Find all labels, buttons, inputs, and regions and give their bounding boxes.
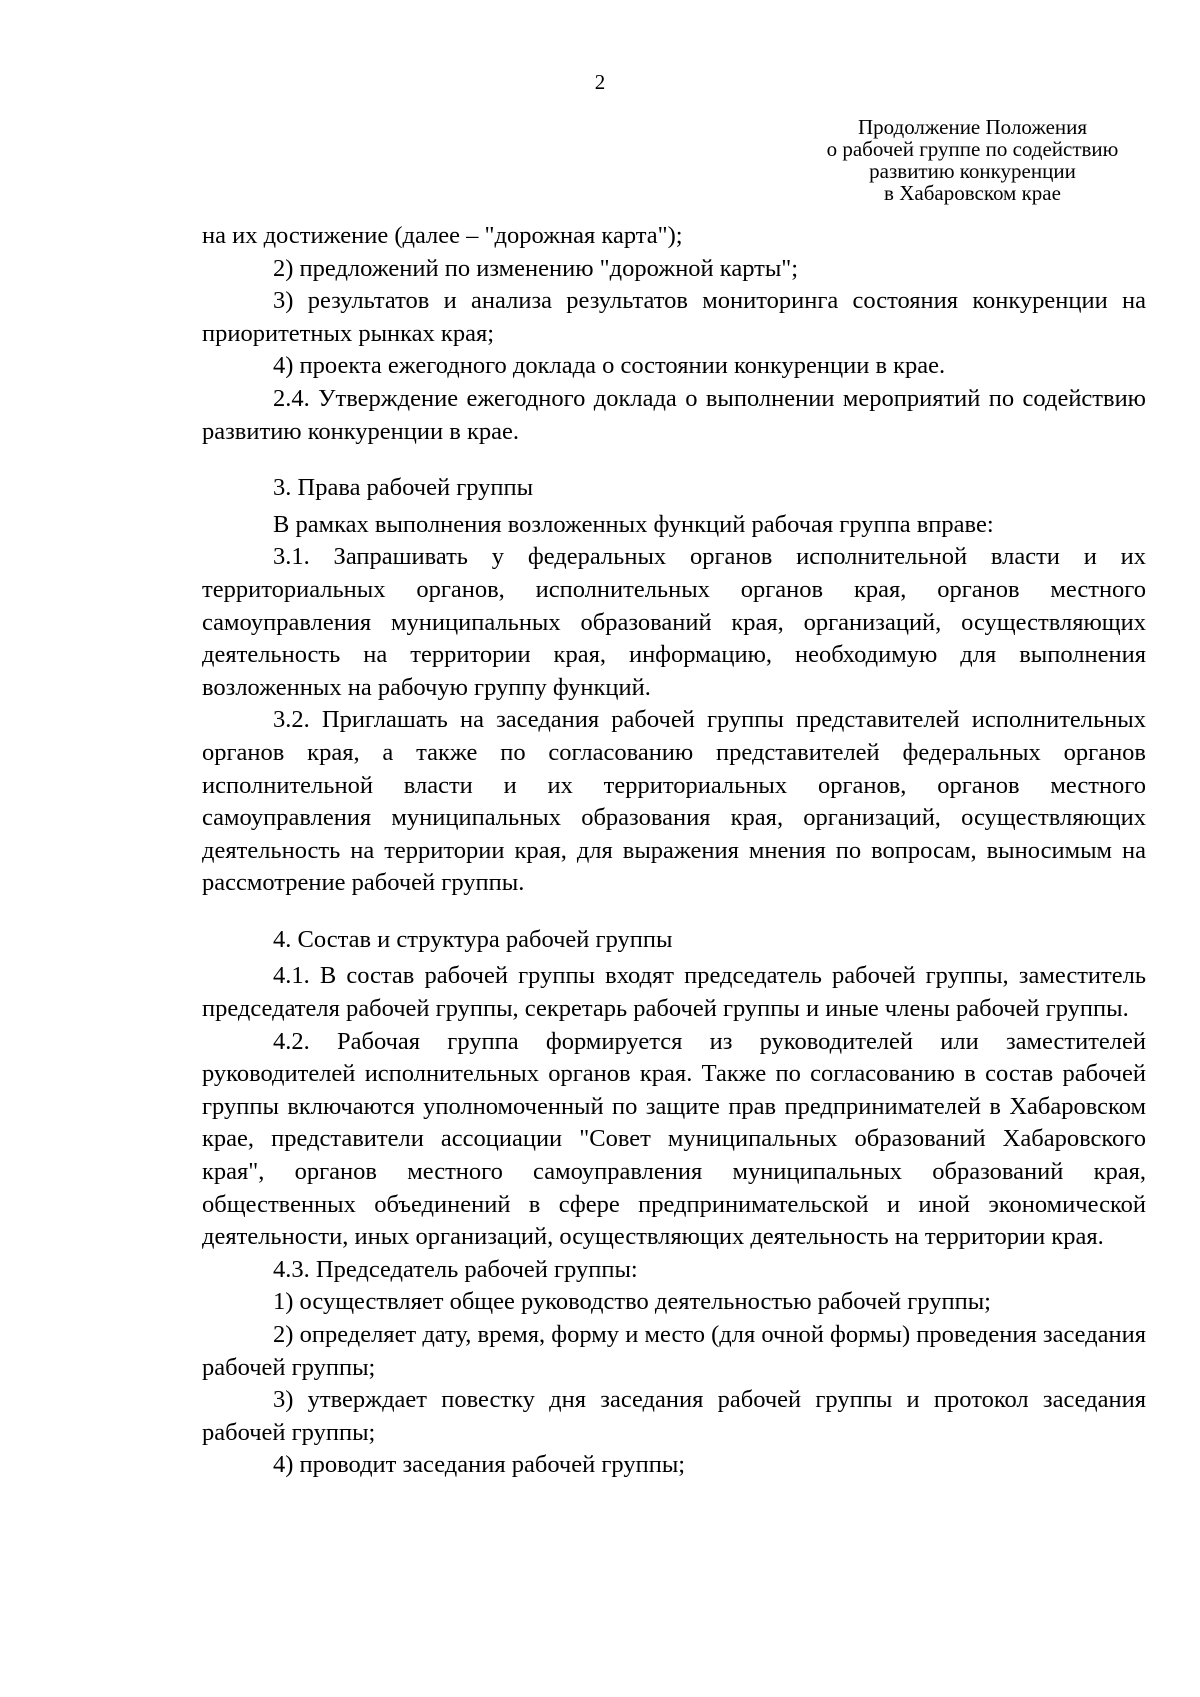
list-item: 4) проводит заседания рабочей группы;	[273, 1451, 686, 1479]
list-item: 3) утверждает повестку дня заседания рабочей группы и протокол заседания рабочей группы;	[202, 1386, 1146, 1446]
list-item: 3) результатов и анализа результатов мониторинга состояния конкуренции на приоритетных рынках края;	[202, 287, 1146, 347]
paragraph: 2.4. Утверждение ежегодного доклада о выполнении мероприятий по содействию развитию конкуренции в крае.	[202, 384, 1146, 445]
list-item: 1) осуществляет общее руководство деятельностью рабочей группы;	[273, 1288, 991, 1316]
paragraph: В рамках выполнения возложенных функций рабочая группа вправе:	[273, 510, 994, 538]
running-header-line: развитию конкуренции	[869, 159, 1076, 183]
list-item: 2) предложений по изменению "дорожной карты";	[273, 254, 799, 282]
page-number: 2	[594, 70, 606, 94]
paragraph: 4.2. Рабочая группа формируется из руководителей или заместителей руководителей исполнительных органов края. Также по согласованию в состав рабочей группы включаются уполномоченный по защите прав предпринимателей в Хабаровском крае, представители ассоциации "Совет муниципальных образований Хабаровского края", органов местного самоуправления муниципальных образований края, общественных объединений в сфере предпринимательской и иной экономической деятельности, иных организаций, осуществляющих деятельность на территории края.	[202, 1027, 1146, 1251]
list-item: 4) проекта ежегодного доклада о состоянии конкуренции в крае.	[273, 352, 946, 380]
section-gap	[202, 448, 1146, 472]
paragraph: на их достижение (далее – "дорожная карта");	[202, 222, 683, 249]
paragraph: 4.1. В состав рабочей группы входят председатель рабочей группы, заместитель председателя рабочей группы, секретарь рабочей группы и иные члены рабочей группы.	[202, 962, 1146, 1023]
running-header-line: Продолжение Положения	[857, 115, 1088, 139]
section-gap	[202, 900, 1146, 924]
section-heading: 3. Права рабочей группы	[273, 474, 534, 502]
section-heading: 4. Состав и структура рабочей группы	[273, 925, 673, 953]
document-body	[202, 220, 1146, 1482]
paragraph: 3.2. Приглашать на заседания рабочей группы представителей исполнительных органов края, а также по согласованию представителей федеральных органов исполнительной власти и их территориальных органов, органов местного самоуправления муниципальных образования края, организаций, осуществляющих деятельность на территории края, для выражения мнения по вопросам, выносимым на рассмотрение рабочей группы.	[202, 706, 1146, 897]
running-header-line: в Хабаровском крае	[884, 181, 1061, 205]
running-header-line: о рабочей группе по содействию	[826, 137, 1119, 161]
paragraph: 4.3. Председатель рабочей группы:	[273, 1255, 638, 1283]
list-item: 2) определяет дату, время, форму и место (для очной формы) проведения заседания рабочей группы;	[202, 1321, 1146, 1381]
running-header	[800, 116, 1145, 204]
paragraph: 3.1. Запрашивать у федеральных органов исполнительной власти и их территориальных органов, исполнительных органов края, органов местного самоуправления муниципальных образований края, организаций, осуществляющих деятельность на территории края, информацию, необходимую для выполнения возложенных на рабочую группу функций.	[202, 543, 1146, 701]
